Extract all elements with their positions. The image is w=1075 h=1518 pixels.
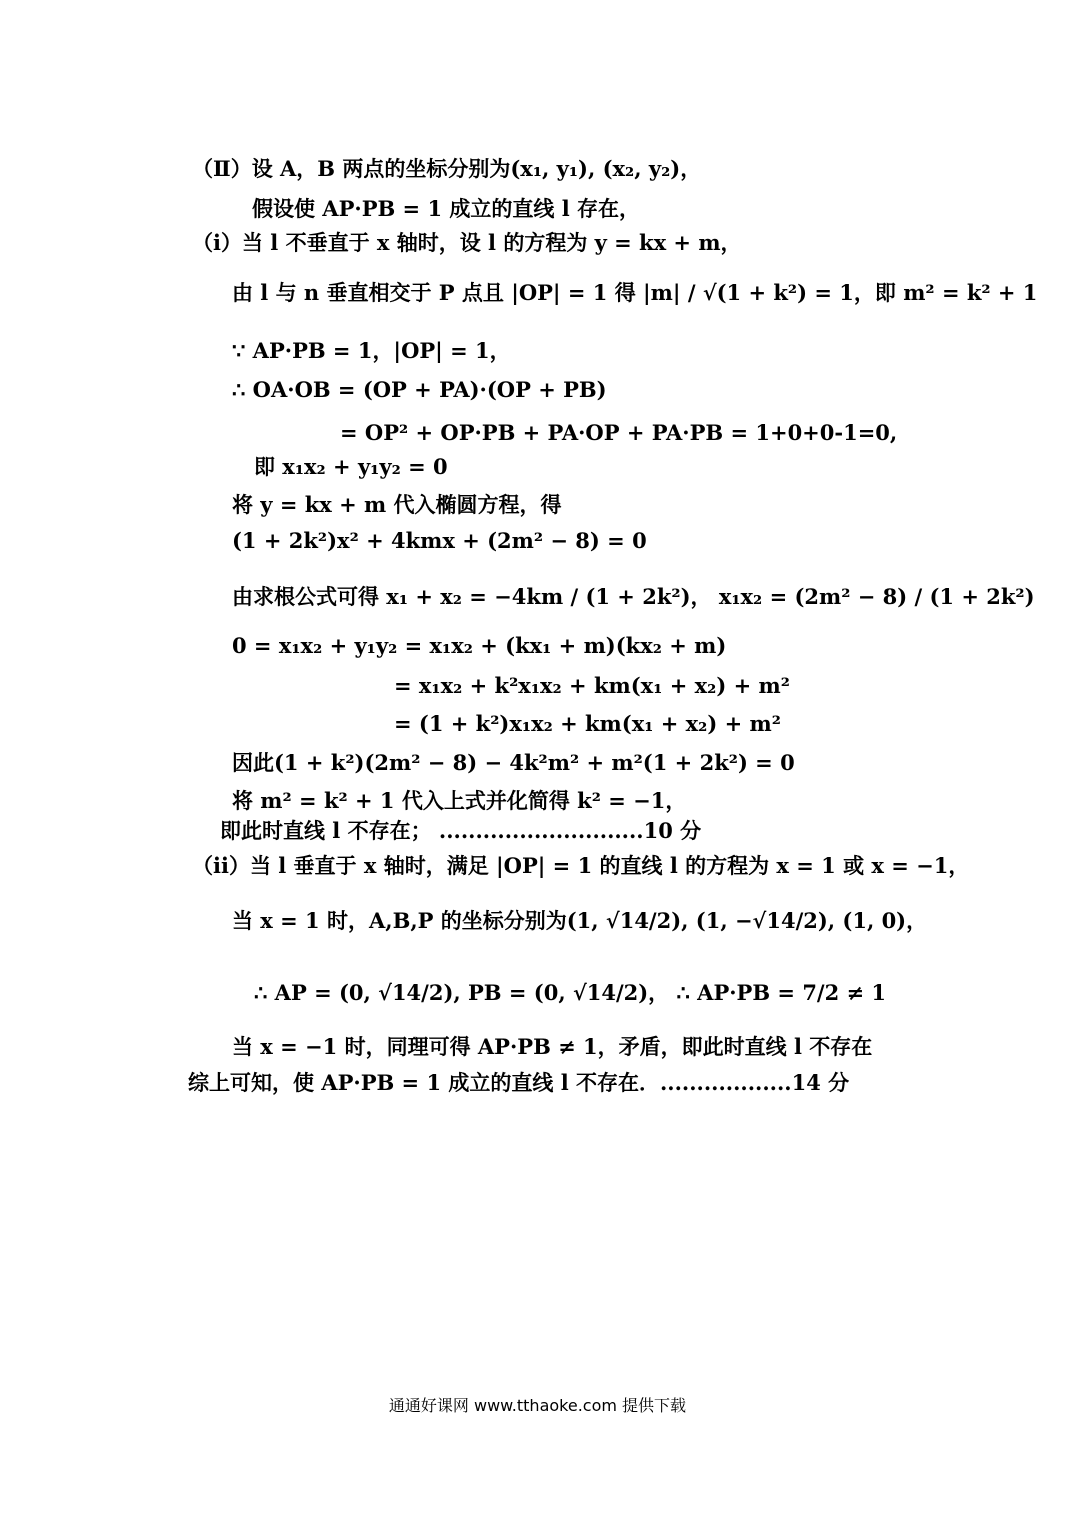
line-13: = x₁x₂ + k²x₁x₂ + km(x₁ + x₂) + m² <box>394 673 790 698</box>
line-18: （ⅱ）当 l 垂直于 x 轴时，满足 |OP| = 1 的直线 l 的方程为 x = 1 或 x = −1， <box>192 853 970 878</box>
line-16: 将 m² = k² + 1 代入上式并化简得 k² = −1， <box>232 788 687 813</box>
line-6: ∴ OA·OB = (OP + PA)·(OP + PB) <box>232 377 607 402</box>
footer-text: 通通好课网 www.tthaoke.com 提供下载 <box>388 1396 687 1415</box>
line-9: 将 y = kx + m 代入椭圆方程，得 <box>232 492 562 517</box>
line-7: = OP² + OP·PB + PA·OP + PA·PB = 1+0+0-1=0, <box>340 420 898 445</box>
line-11: 由求根公式可得 x₁ + x₂ = −4km / (1 + 2k²)， x₁x₂ = (2m² − 8) / (1 + 2k²) <box>232 584 1035 609</box>
line-2: 假设使 AP·PB = 1 成立的直线 l 存在， <box>252 196 640 221</box>
line-20: ∴ AP = (0, √14/2), PB = (0, √14/2)， ∴ AP·PB = 7/2 ≠ 1 <box>254 980 887 1005</box>
line-14: = (1 + k²)x₁x₂ + km(x₁ + x₂) + m² <box>394 711 781 736</box>
line-21: 当 x = −1 时，同理可得 AP·PB ≠ 1，矛盾，即此时直线 l 不存在 <box>232 1034 873 1059</box>
line-1: （Ⅱ）设 A，B 两点的坐标分别为(x₁, y₁), (x₂, y₂)， <box>192 156 702 181</box>
line-22: 综上可知，使 AP·PB = 1 成立的直线 l 不存在．..................14 分 <box>188 1070 850 1095</box>
line-10: (1 + 2k²)x² + 4kmx + (2m² − 8) = 0 <box>232 528 647 553</box>
line-3: （ⅰ）当 l 不垂直于 x 轴时，设 l 的方程为 y = kx + m， <box>192 230 742 255</box>
line-4: 由 l 与 n 垂直相交于 P 点且 |OP| = 1 得 |m| / √(1 + k²) = 1，即 m² = k² + 1 <box>232 280 1038 305</box>
line-5: ∵ AP·PB = 1，|OP| = 1， <box>232 338 511 363</box>
line-17: 即此时直线 l 不存在； ............................10 分 <box>220 818 702 843</box>
line-8: 即 x₁x₂ + y₁y₂ = 0 <box>254 454 448 479</box>
line-15: 因此(1 + k²)(2m² − 8) − 4k²m² + m²(1 + 2k²) = 0 <box>232 750 795 775</box>
line-12: 0 = x₁x₂ + y₁y₂ = x₁x₂ + (kx₁ + m)(kx₂ + m) <box>232 633 727 658</box>
line-19: 当 x = 1 时，A,B,P 的坐标分别为(1, √14/2), (1, −√14/2), (1, 0)， <box>232 908 928 933</box>
